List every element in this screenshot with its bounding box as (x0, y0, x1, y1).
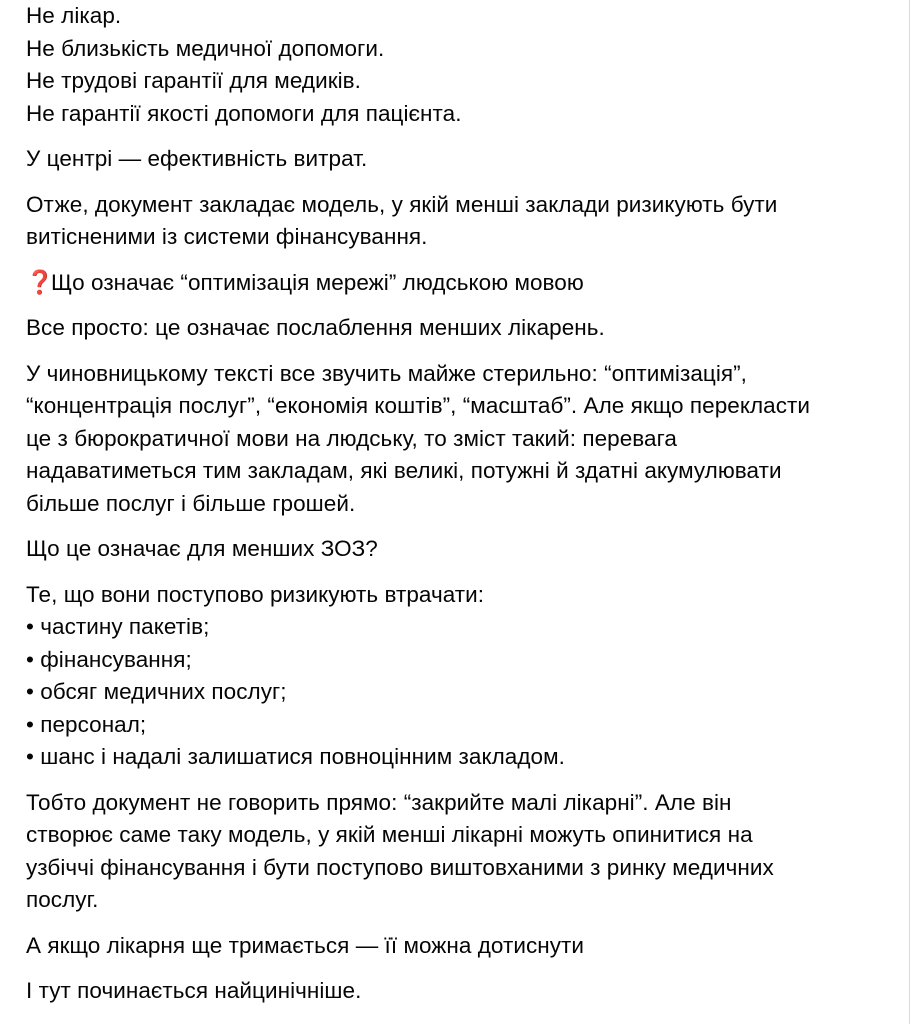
text-line: узбіччі фінансування і бути поступово виштовханими з ринку медичних (26, 854, 774, 880)
bullet-list-item: • частину пакетів; (26, 614, 210, 639)
paragraph-risk-list (26, 579, 894, 774)
text-line: Не гарантії якості допомоги для пацієнта. (26, 100, 462, 126)
paragraph-model (26, 189, 894, 254)
question-heading (26, 267, 894, 300)
text-line: “концентрація послуг”, “економія коштів”, “масштаб”. Але якщо перекласти (26, 393, 811, 418)
paragraph-hospital-still-holds (26, 930, 894, 963)
text-line: Все просто: це означає послаблення менших лікарень. (26, 315, 605, 340)
paragraph-simple-answer (26, 312, 894, 345)
paragraph-not-list (26, 0, 894, 130)
question-heading-text: Що означає “оптимізація мережі” людською мовою (51, 269, 584, 295)
text-line: Не трудові гарантії для медиків. (26, 68, 361, 93)
text-line: У чиновницькому тексті все звучить майже стерильно: “оптимізація”, (26, 360, 747, 386)
text-line: це з бюрократичної мови на людську, то зміст такий: перевага (26, 425, 677, 451)
bullet-list-item: • фінансування; (26, 646, 192, 672)
text-line: Те, що вони поступово ризикують втрачати: (26, 581, 485, 607)
paragraph-cynical-start (26, 975, 894, 1008)
text-line: А якщо лікарня ще тримається — її можна дотиснути (26, 932, 584, 958)
text-line: Тобто документ не говорить прямо: “закрийте малі лікарні”. Але він (26, 789, 732, 815)
paragraph-cost-focus (26, 143, 894, 176)
post-text (26, 0, 894, 1021)
text-line: І тут починається найцинічніше. (26, 978, 362, 1003)
paragraph-hidden-closure (26, 787, 894, 917)
text-line: надаватиметься тим закладам, які великі, потужні й здатні акумулювати (26, 458, 782, 483)
paragraph-small-zoz-question (26, 533, 894, 566)
text-line: послуг. (26, 887, 99, 912)
text-line: Не лікар. (26, 3, 122, 28)
bullet-list-item: • персонал; (26, 711, 147, 737)
text-line: створює саме таку модель, у якій менші лікарні можуть опинитися на (26, 822, 753, 847)
bullet-list-item: • шанс і надалі залишатися повноцінним закладом. (26, 744, 565, 769)
text-line: Не близькість медичної допомоги. (26, 35, 385, 61)
text-line: Отже, документ закладає модель, у якій менші заклади ризикують бути (26, 191, 778, 217)
text-line: Що це означає для менших ЗОЗ? (26, 536, 378, 561)
paragraph-bureaucratic-language (26, 358, 894, 521)
bullet-list-item: • обсяг медичних послуг; (26, 679, 287, 704)
red-question-mark-icon: ❓ (25, 269, 55, 296)
text-line: У центрі — ефективність витрат. (26, 146, 368, 171)
text-line: більше послуг і більше грошей. (26, 490, 356, 516)
text-line: витісненими із системи фінансування. (26, 224, 428, 249)
